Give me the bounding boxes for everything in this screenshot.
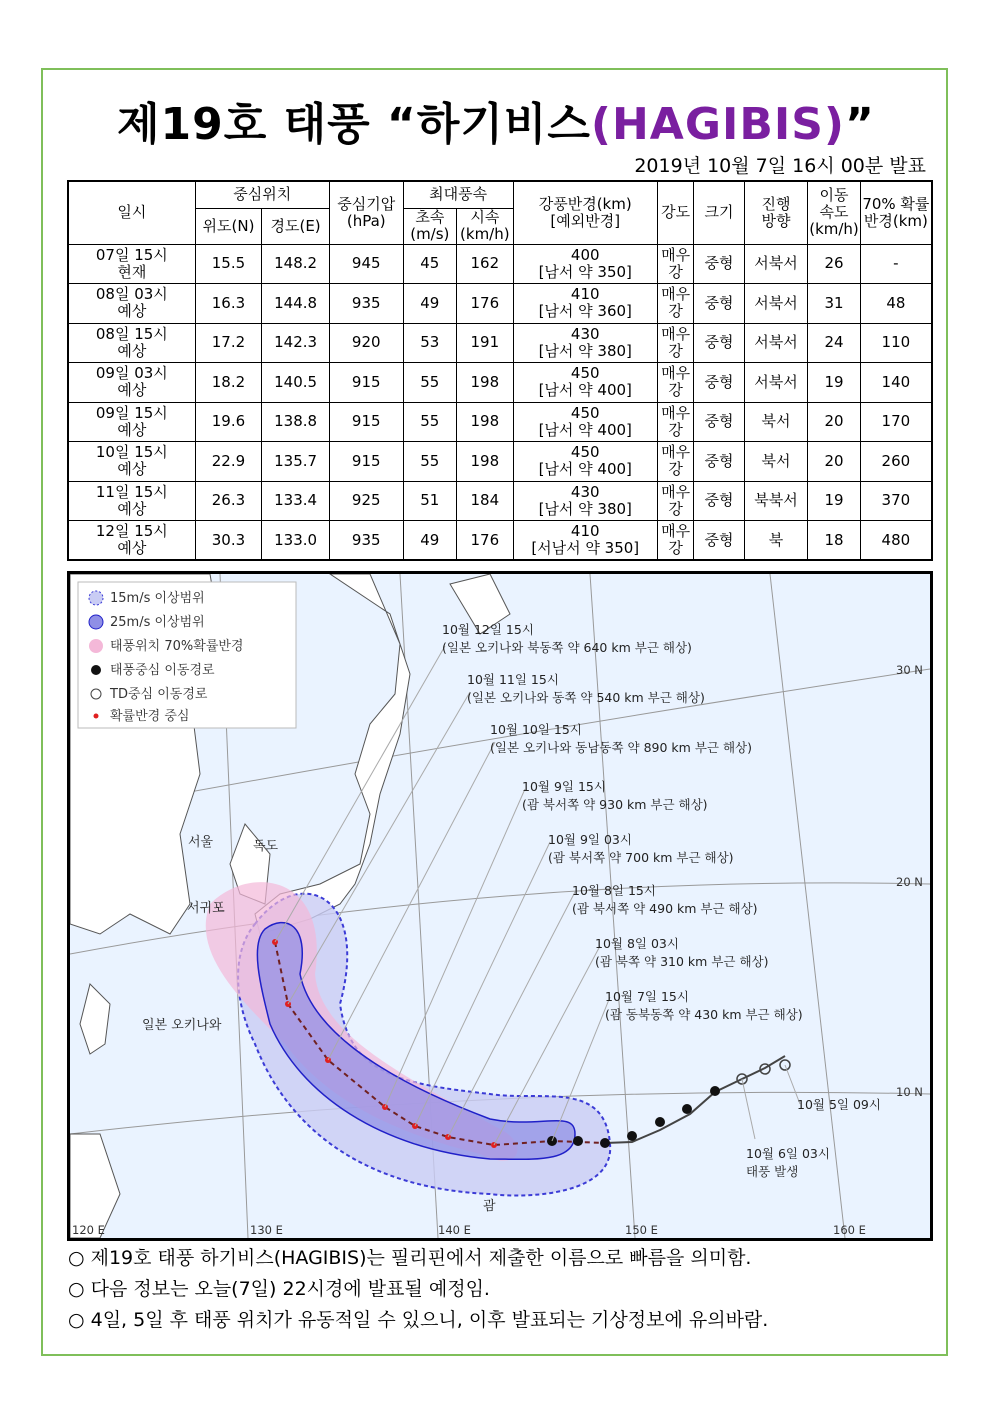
- cell-radius: 410 [남서 약 360]: [513, 284, 657, 324]
- cell-direction: 북서: [744, 442, 808, 482]
- legend-label: 태풍중심 이동경로: [110, 663, 215, 678]
- cell-kmh: 198: [457, 442, 514, 482]
- cell-speed: 24: [808, 323, 860, 363]
- legend-label: TD중심 이동경로: [110, 687, 208, 702]
- cell-pressure: 945: [329, 244, 403, 284]
- cell-lat: 19.6: [195, 402, 262, 442]
- cell-time: 10일 15시 예상: [68, 442, 195, 482]
- legend-label: 확률반경 중심: [110, 709, 190, 724]
- header-speed: 이동 속도 (km/h): [808, 181, 860, 244]
- cell-intensity: 매우 강: [657, 323, 693, 363]
- label-desc: (괌 북쪽 약 310 km 부근 해상): [595, 954, 769, 969]
- issue-date: 2019년 10월 7일 16시 00분 발표: [634, 155, 926, 177]
- cell-ms: 55: [403, 442, 456, 482]
- cell-size: 중형: [694, 481, 744, 521]
- header-intensity: 강도: [657, 181, 693, 244]
- label-desc: (일본 오키나와 동쪽 약 540 km 부근 해상): [467, 690, 705, 705]
- cell-lon: 138.8: [262, 402, 330, 442]
- forecast-row: [68, 363, 932, 403]
- cell-prob: 48: [860, 284, 932, 324]
- header-kmh: 시속 (km/h): [457, 208, 514, 244]
- cell-pressure: 935: [329, 521, 403, 561]
- legend-swatch-center: [94, 714, 99, 719]
- place-dokdo: 독도: [253, 839, 279, 854]
- cell-pressure: 915: [329, 363, 403, 403]
- forecast-row: [68, 323, 932, 363]
- place-guam: 괌: [483, 1199, 496, 1214]
- cell-intensity: 매우 강: [657, 244, 693, 284]
- label-desc: (괌 북서쪽 약 490 km 부근 해상): [572, 901, 758, 916]
- cell-size: 중형: [694, 402, 744, 442]
- origin-label-a: 10월 5일 09시: [797, 1097, 881, 1112]
- label-title: 10월 12일 15시: [442, 622, 534, 637]
- cell-size: 중형: [694, 323, 744, 363]
- label-desc: (괌 북서쪽 약 700 km 부근 해상): [548, 850, 734, 865]
- label-title: 10월 11일 15시: [467, 672, 559, 687]
- cell-radius: 450 [남서 약 400]: [513, 402, 657, 442]
- typhoon-track-map: [67, 571, 933, 1241]
- header-pressure: 중심기압 (hPa): [329, 181, 403, 244]
- origin-label-b2: 태풍 발생: [746, 1164, 799, 1179]
- legend-label: 태풍위치 70%확률반경: [110, 639, 244, 654]
- cell-ms: 49: [403, 521, 456, 561]
- cell-intensity: 매우 강: [657, 442, 693, 482]
- header-size: 크기: [694, 181, 744, 244]
- cell-lon: 144.8: [262, 284, 330, 324]
- note-item: ○ 제19호 태풍 하기비스(HAGIBIS)는 필리핀에서 제출한 이름으로 빠름을 의미함.: [68, 1247, 752, 1269]
- cell-time: 11일 15시 예상: [68, 481, 195, 521]
- legend-swatch-track: [91, 665, 101, 675]
- cell-ms: 51: [403, 481, 456, 521]
- cell-direction: 북: [744, 521, 808, 561]
- cell-lat: 22.9: [195, 442, 262, 482]
- lat-label: 30 N: [896, 663, 923, 677]
- header-time: 일시: [68, 181, 195, 244]
- cell-lon: 148.2: [262, 244, 330, 284]
- header-ms: 초속 (m/s): [403, 208, 456, 244]
- cell-time: 09일 03시 예상: [68, 363, 195, 403]
- cell-size: 중형: [694, 442, 744, 482]
- cell-prob: 260: [860, 442, 932, 482]
- cell-radius: 450 [남서 약 400]: [513, 442, 657, 482]
- forecast-row: [68, 481, 932, 521]
- cell-lat: 18.2: [195, 363, 262, 403]
- cell-ms: 49: [403, 284, 456, 324]
- legend-swatch-wind15: [89, 591, 103, 605]
- lon-label: 160 E: [833, 1223, 866, 1237]
- page-title: 제19호 태풍 “하기비스(HAGIBIS)”: [117, 99, 875, 150]
- header-direction: 진행 방향: [744, 181, 808, 244]
- cell-radius: 430 [남서 약 380]: [513, 323, 657, 363]
- note-item: ○ 4일, 5일 후 태풍 위치가 유동적일 수 있으니, 이후 발표되는 기상정보에 유의바람.: [68, 1309, 769, 1331]
- cell-speed: 26: [808, 244, 860, 284]
- cell-lat: 30.3: [195, 521, 262, 561]
- forecast-row: [68, 284, 932, 324]
- forecast-row: [68, 442, 932, 482]
- cell-lon: 133.0: [262, 521, 330, 561]
- header-prob: 70% 확률 반경(km): [860, 181, 932, 244]
- cell-ms: 53: [403, 323, 456, 363]
- label-title: 10월 8일 15시: [572, 883, 656, 898]
- header-center: 중심위치: [195, 181, 329, 208]
- forecast-table: [67, 180, 933, 561]
- lon-label: 130 E: [250, 1223, 283, 1237]
- cell-pressure: 915: [329, 442, 403, 482]
- cell-pressure: 920: [329, 323, 403, 363]
- cell-intensity: 매우 강: [657, 284, 693, 324]
- map-svg: [70, 574, 930, 1238]
- cell-speed: 19: [808, 363, 860, 403]
- legend-swatch-wind25: [89, 615, 103, 629]
- cell-intensity: 매우 강: [657, 521, 693, 561]
- cell-kmh: 184: [457, 481, 514, 521]
- label-title: 10월 9일 03시: [548, 832, 632, 847]
- label-title: 10월 9일 15시: [522, 779, 606, 794]
- forecast-row: [68, 244, 932, 284]
- note-item: ○ 다음 정보는 오늘(7일) 22시경에 발표될 예정임.: [68, 1278, 490, 1300]
- place-seogwipo: 서귀포: [187, 901, 225, 916]
- cell-speed: 20: [808, 402, 860, 442]
- cell-intensity: 매우 강: [657, 363, 693, 403]
- cell-time: 08일 15시 예상: [68, 323, 195, 363]
- cell-pressure: 925: [329, 481, 403, 521]
- cell-time: 12일 15시 예상: [68, 521, 195, 561]
- forecast-row: [68, 402, 932, 442]
- cell-lat: 15.5: [195, 244, 262, 284]
- origin-label-b1: 10월 6일 03시: [746, 1146, 830, 1161]
- lat-label: 20 N: [896, 875, 923, 889]
- title-highlight: (HAGIBIS): [590, 99, 846, 150]
- cell-time: 08일 03시 예상: [68, 284, 195, 324]
- label-desc: (일본 오키나와 동남동쪽 약 890 km 부근 해상): [490, 740, 752, 755]
- cell-direction: 북서: [744, 402, 808, 442]
- cell-direction: 서북서: [744, 244, 808, 284]
- header-lon: 경도(E): [262, 208, 330, 244]
- cell-direction: 북북서: [744, 481, 808, 521]
- cell-prob: 370: [860, 481, 932, 521]
- cell-lon: 140.5: [262, 363, 330, 403]
- place-okinawa: 일본 오키나와: [142, 1018, 222, 1033]
- label-title: 10월 8일 03시: [595, 936, 679, 951]
- cell-radius: 410 [서남서 약 350]: [513, 521, 657, 561]
- cell-lat: 17.2: [195, 323, 262, 363]
- cell-prob: 480: [860, 521, 932, 561]
- cell-lon: 135.7: [262, 442, 330, 482]
- cell-lon: 142.3: [262, 323, 330, 363]
- cell-time: 07일 15시 현재: [68, 244, 195, 284]
- lon-label: 120 E: [72, 1223, 105, 1237]
- cell-speed: 19: [808, 481, 860, 521]
- cell-kmh: 176: [457, 284, 514, 324]
- cell-size: 중형: [694, 244, 744, 284]
- cell-prob: 140: [860, 363, 932, 403]
- cell-kmh: 198: [457, 363, 514, 403]
- label-desc: (일본 오키나와 북동쪽 약 640 km 부근 해상): [442, 640, 692, 655]
- cell-kmh: 162: [457, 244, 514, 284]
- cell-ms: 55: [403, 402, 456, 442]
- cell-kmh: 191: [457, 323, 514, 363]
- legend-label: 25m/s 이상범위: [110, 615, 205, 630]
- lat-label: 10 N: [896, 1085, 923, 1099]
- cell-direction: 서북서: [744, 323, 808, 363]
- legend-swatch-prob: [89, 639, 103, 653]
- cell-time: 09일 15시 예상: [68, 402, 195, 442]
- cell-kmh: 176: [457, 521, 514, 561]
- cell-radius: 450 [남서 약 400]: [513, 363, 657, 403]
- cell-size: 중형: [694, 363, 744, 403]
- label-title: 10월 10일 15시: [490, 722, 582, 737]
- cell-direction: 서북서: [744, 363, 808, 403]
- cell-kmh: 198: [457, 402, 514, 442]
- cell-speed: 31: [808, 284, 860, 324]
- notes: [68, 1243, 768, 1336]
- cell-direction: 서북서: [744, 284, 808, 324]
- cell-lat: 26.3: [195, 481, 262, 521]
- label-desc: (괌 동북동쪽 약 430 km 부근 해상): [605, 1007, 803, 1022]
- cell-pressure: 915: [329, 402, 403, 442]
- cell-intensity: 매우 강: [657, 481, 693, 521]
- cell-prob: -: [860, 244, 932, 284]
- header-lat: 위도(N): [195, 208, 262, 244]
- place-seoul: 서울: [188, 835, 214, 850]
- label-title: 10월 7일 15시: [605, 989, 689, 1004]
- cell-radius: 430 [남서 약 380]: [513, 481, 657, 521]
- cell-prob: 170: [860, 402, 932, 442]
- cell-size: 중형: [694, 521, 744, 561]
- lon-label: 140 E: [438, 1223, 471, 1237]
- label-desc: (괌 북서쪽 약 930 km 부근 해상): [522, 797, 708, 812]
- forecast-row: [68, 521, 932, 561]
- cell-size: 중형: [694, 284, 744, 324]
- header-wind: 최대풍속: [403, 181, 513, 208]
- cell-speed: 20: [808, 442, 860, 482]
- cell-lat: 16.3: [195, 284, 262, 324]
- cell-pressure: 935: [329, 284, 403, 324]
- cell-prob: 110: [860, 323, 932, 363]
- lon-label: 150 E: [625, 1223, 658, 1237]
- cell-radius: 400 [남서 약 350]: [513, 244, 657, 284]
- cell-ms: 45: [403, 244, 456, 284]
- cell-lon: 133.4: [262, 481, 330, 521]
- header-radius: 강풍반경(km) [예외반경]: [513, 181, 657, 244]
- cell-ms: 55: [403, 363, 456, 403]
- cell-speed: 18: [808, 521, 860, 561]
- legend-label: 15m/s 이상범위: [110, 591, 205, 606]
- cell-intensity: 매우 강: [657, 402, 693, 442]
